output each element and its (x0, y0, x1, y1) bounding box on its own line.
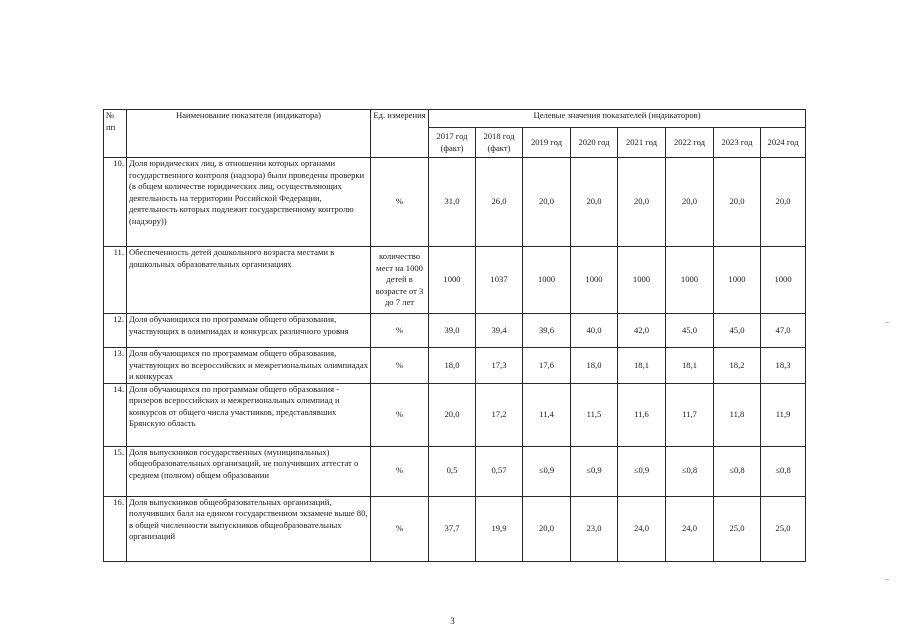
value-cell: 1000 (666, 247, 714, 314)
row-number: 16. (104, 496, 127, 561)
header-year-note: (факт) (440, 142, 464, 153)
value-cell: 19,9 (476, 496, 523, 561)
header-year-label: 2023 год (721, 136, 753, 147)
header-year (571, 128, 618, 158)
header-year (429, 128, 476, 158)
value-cell: 40,0 (571, 314, 618, 348)
header-year (476, 128, 523, 158)
table-row (104, 383, 806, 446)
value-cell: 11,7 (666, 383, 714, 446)
value-cell: 25,0 (714, 496, 761, 561)
value-cell: 17,2 (476, 383, 523, 446)
value-cell: 18,0 (571, 348, 618, 384)
indicator-name: Доля обучающихся по программам общего образования, участвующих в олимпиадах и конкурсах различного уровня (127, 314, 371, 348)
value-cell: 1000 (761, 247, 806, 314)
unit-cell: % (371, 348, 429, 384)
value-cell: 47,0 (761, 314, 806, 348)
value-cell: 39,4 (476, 314, 523, 348)
header-name: Наименование показателя (индикатора) (127, 110, 371, 158)
header-year (666, 128, 714, 158)
row-number: 10. (104, 158, 127, 247)
table-row (104, 496, 806, 561)
margin-tick (885, 322, 889, 323)
header-row (104, 110, 806, 128)
value-cell: 0,57 (476, 446, 523, 496)
value-cell: 20,0 (571, 158, 618, 247)
value-cell: ≤0,8 (761, 446, 806, 496)
value-cell: 20,0 (714, 158, 761, 247)
value-cell: 18,1 (666, 348, 714, 384)
value-cell: 31,0 (429, 158, 476, 247)
row-number: 11. (104, 247, 127, 314)
header-year-label: 2017 год (436, 131, 468, 141)
unit-cell: % (371, 383, 429, 446)
margin-tick (885, 579, 889, 580)
indicator-name: Доля юридических лиц, в отношении которых органами государственного контроля (надзора) были проведены проверки (в общем количестве юридических лиц, осуществляющих деятельность на территории Российской Федерации, деятельность которых подлежит государственному контролю (надзору)) (127, 158, 371, 247)
indicator-name: Доля обучающихся по программам общего образования - призеров всероссийских и межрегиональных олимпиад и конкурсов от общего числа участников, представлявших Брянскую область (127, 383, 371, 446)
unit-cell: % (371, 496, 429, 561)
value-cell: 0,5 (429, 446, 476, 496)
value-cell: ≤0,9 (618, 446, 666, 496)
value-cell: 20,0 (523, 158, 571, 247)
value-cell: 24,0 (666, 496, 714, 561)
value-cell: 20,0 (761, 158, 806, 247)
indicator-name: Доля выпускников общеобразовательных организаций, получивших балл на едином государственном экзамене выше 80, в общей численности выпускников общеобразовательных организаций (127, 496, 371, 561)
table-row (104, 247, 806, 314)
header-year-label: 2018 год (483, 131, 515, 141)
row-number: 14. (104, 383, 127, 446)
value-cell: 25,0 (761, 496, 806, 561)
value-cell: 11,8 (714, 383, 761, 446)
unit-cell: количество мест на 1000 детей в возрасте от 3 до 7 лет (371, 247, 429, 314)
value-cell: 18,2 (714, 348, 761, 384)
header-year-label: 2022 год (673, 136, 706, 147)
row-number: 13. (104, 348, 127, 384)
unit-cell: % (371, 158, 429, 247)
value-cell: 1000 (618, 247, 666, 314)
value-cell: 11,5 (571, 383, 618, 446)
value-cell: 20,0 (618, 158, 666, 247)
value-cell: 18,1 (618, 348, 666, 384)
value-cell: 24,0 (618, 496, 666, 561)
value-cell: 17,6 (523, 348, 571, 384)
table-row (104, 348, 806, 384)
value-cell: 42,0 (618, 314, 666, 348)
value-cell: 20,0 (523, 496, 571, 561)
header-year-label: 2024 год (767, 136, 799, 147)
page-number: 3 (450, 616, 455, 626)
header-year-note: (факт) (487, 142, 511, 153)
row-number: 15. (104, 446, 127, 496)
header-year (523, 128, 571, 158)
unit-cell: % (371, 314, 429, 348)
indicator-name: Обеспеченность детей дошкольного возраста местами в дошкольных образовательных организациях (127, 247, 371, 314)
value-cell: ≤0,9 (523, 446, 571, 496)
value-cell: 11,6 (618, 383, 666, 446)
header-year (761, 128, 806, 158)
header-year-label: 2020 год (578, 136, 610, 147)
value-cell: 37,7 (429, 496, 476, 561)
value-cell: 26,0 (476, 158, 523, 247)
value-cell: 1037 (476, 247, 523, 314)
header-year (618, 128, 666, 158)
header-year-label: 2021 год (625, 136, 658, 147)
value-cell: ≤0,8 (666, 446, 714, 496)
value-cell: 20,0 (666, 158, 714, 247)
value-cell: ≤0,8 (714, 446, 761, 496)
value-cell: 1000 (523, 247, 571, 314)
value-cell: 1000 (571, 247, 618, 314)
value-cell: 17,3 (476, 348, 523, 384)
value-cell: 45,0 (714, 314, 761, 348)
table-body (104, 158, 806, 562)
indicator-name: Доля выпускников государственных (муниципальных) общеобразовательных организаций, не получивших аттестат о среднем (полном) общем образовании (127, 446, 371, 496)
value-cell: 39,6 (523, 314, 571, 348)
header-year-label: 2019 год (530, 136, 563, 147)
header-year (714, 128, 761, 158)
header-num: № пп (104, 110, 127, 158)
value-cell: 11,9 (761, 383, 806, 446)
value-cell: 39,0 (429, 314, 476, 348)
row-number: 12. (104, 314, 127, 348)
value-cell: 1000 (714, 247, 761, 314)
value-cell: 18,3 (761, 348, 806, 384)
value-cell: 11,4 (523, 383, 571, 446)
indicators-table (103, 109, 806, 562)
header-unit: Ед. измерения (371, 110, 429, 158)
header-target-values: Целевые значения показателей (индикаторов) (429, 110, 806, 128)
indicator-name: Доля обучающихся по программам общего образования, участвующих во всероссийских и межрегиональных олимпиадах и конкурсах (127, 348, 371, 384)
table-row (104, 314, 806, 348)
value-cell: 23,0 (571, 496, 618, 561)
table-row (104, 446, 806, 496)
value-cell: 45,0 (666, 314, 714, 348)
value-cell: 18,0 (429, 348, 476, 384)
value-cell: 20,0 (429, 383, 476, 446)
value-cell: ≤0,9 (571, 446, 618, 496)
value-cell: 1000 (429, 247, 476, 314)
unit-cell: % (371, 446, 429, 496)
table-row (104, 158, 806, 247)
